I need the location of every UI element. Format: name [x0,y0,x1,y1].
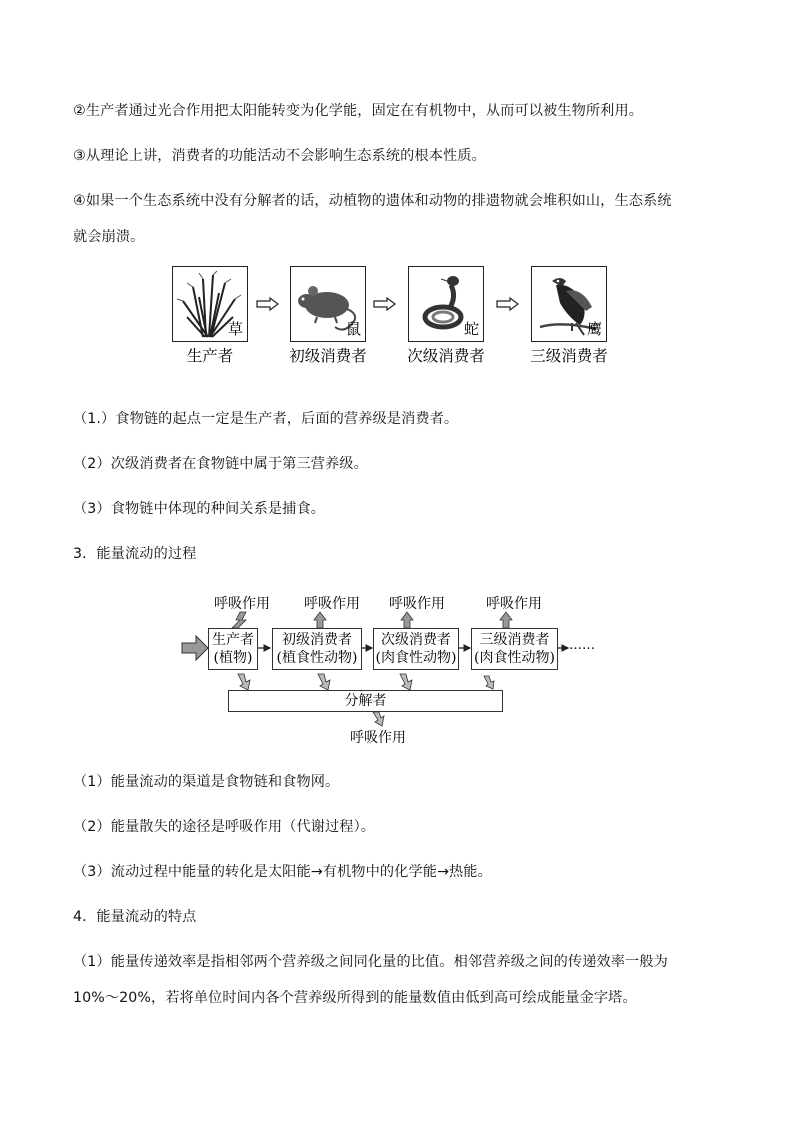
food-chain-note-3: （3）食物链中体现的种间关系是捕食。 [73,501,326,517]
energy-flow-note-3: （3）流动过程中能量的转化是太阳能→有机物中的化学能→热能。 [73,864,492,880]
decomposer-respiration-label: 呼吸作用 [350,730,406,746]
caption-producer: 生产者 [186,347,234,365]
energy-flow-note-2: （2）能量散失的途径是呼吸作用（代谢过程）。 [73,819,376,835]
primary-consumer-box-line1: 初级消费者 [282,632,352,648]
secondary-consumer-box-line1: 次级消费者 [381,632,451,648]
grass-box [172,266,248,342]
section-4-note-1-line1: （1）能量传递效率是指相邻两个营养级之间同化量的比值。相邻营养级之间的传递效率一般为 [73,954,668,970]
chain-arrow-1 [256,296,280,315]
snake-box [408,266,484,342]
caption-tertiary-consumer: 三级消费者 [530,347,608,365]
tertiary-consumer-box [471,628,558,670]
food-chain-note-1: （1.）食物链的起点一定是生产者，后面的营养级是消费者。 [73,411,459,427]
paragraph-decomposer-line2: 就会崩溃。 [73,229,145,245]
decomposer-arrow-2 [318,674,330,690]
secondary-consumer-box-line2: (肉食性动物) [375,650,457,666]
chain-arrow-2 [373,296,397,315]
paragraph-consumer: ③从理论上讲，消费者的功能活动不会影响生态系统的根本性质。 [73,148,486,164]
paragraph-decomposer [73,183,713,255]
decomposer-arrow-1 [238,674,250,690]
grass-label: 草 [227,320,243,338]
snake-label: 蛇 [463,320,479,338]
respiration-arrow-1 [232,612,246,628]
sun-input-arrow [182,636,208,660]
eagle-label: 鹰 [586,320,602,338]
chain-ellipsis: …… [569,638,595,653]
respiration-label-2: 呼吸作用 [304,596,360,612]
producer-box-line1: 生产者 [212,632,254,648]
respiration-label-3: 呼吸作用 [389,596,445,612]
chain-arrow-3 [496,296,520,315]
decomposer-arrow-3 [400,674,412,690]
rat-box [290,266,366,342]
secondary-consumer-box [373,628,459,670]
tertiary-consumer-box-line2: (肉食性动物) [474,650,555,666]
eagle-box [531,266,607,342]
producer-box-line2: (植物) [213,650,253,666]
decomposer-box-label: 分解者 [344,693,387,709]
respiration-arrow-4 [500,612,512,628]
section-3-title: 3．能量流动的过程 [73,546,197,562]
food-chain-note-2: （2）次级消费者在食物链中属于第三营养级。 [73,456,368,472]
section-4-note-1 [73,944,713,1016]
primary-consumer-box-line2: (植食性动物) [276,650,358,666]
caption-secondary-consumer: 次级消费者 [407,347,485,365]
respiration-label-1: 呼吸作用 [214,596,270,612]
respiration-arrow-3 [401,612,413,628]
section-4-title: 4．能量流动的特点 [73,909,197,925]
tertiary-consumer-box-line1: 三级消费者 [479,632,550,648]
respiration-label-4: 呼吸作用 [486,596,542,612]
decomposer-arrow-4 [484,676,494,689]
energy-flow-note-1: （1）能量流动的渠道是食物链和食物网。 [73,774,340,790]
producer-box [208,628,258,670]
paragraph-producer: ②生产者通过光合作用把太阳能转变为化学能，固定在有机物中，从而可以被生物所利用。 [73,103,644,119]
decomposer-box [228,690,503,712]
caption-primary-consumer: 初级消费者 [289,347,367,365]
section-4-note-1-line2: 10%～20%，若将单位时间内各个营养级所得到的能量数值由低到高可绘成能量金字塔。 [73,990,637,1006]
paragraph-decomposer-line1: ④如果一个生态系统中没有分解者的话，动植物的遗体和动物的排遗物就会堆积如山，生态系统 [73,193,672,209]
rat-label: 鼠 [345,320,361,338]
primary-consumer-box [272,628,362,670]
respiration-arrow-2 [314,612,326,628]
decomposer-respiration-arrow [373,712,384,726]
